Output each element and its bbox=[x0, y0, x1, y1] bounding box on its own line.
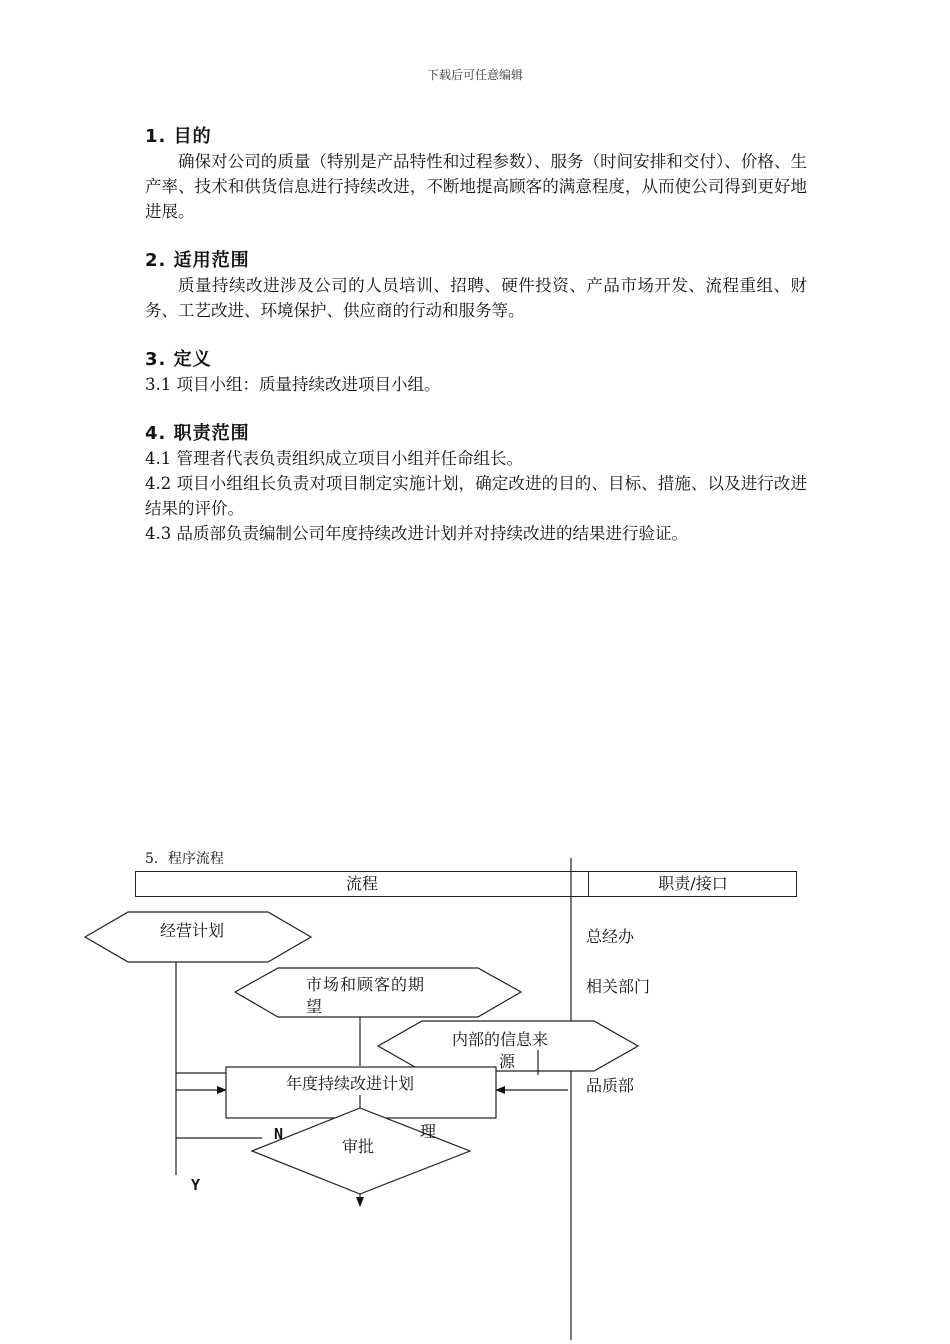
node-market-expectation-line2: 望 bbox=[306, 997, 323, 1016]
partial-hidden-text: 理 bbox=[420, 1122, 437, 1141]
node-market-expectation-line1: 市场和顾客的期 bbox=[306, 975, 426, 994]
node-approval: 审批 bbox=[342, 1137, 375, 1156]
flow-column-header: 流程 bbox=[345, 874, 378, 893]
section-2-title: 2. 适用范围 bbox=[145, 250, 250, 271]
responsibility-general-office: 总经办 bbox=[586, 927, 635, 946]
section-1-title: 1. 目的 bbox=[145, 126, 212, 147]
section-3-item-1: 3.1 项目小组：质量持续改进项目小组。 bbox=[145, 375, 441, 394]
responsibility-column-header: 职责/接口 bbox=[588, 872, 797, 896]
section-4-item-3: 4.3 品质部负责编制公司年度持续改进计划并对持续改进的结果进行验证。 bbox=[145, 524, 688, 543]
node-internal-info-line2: 源 bbox=[499, 1052, 516, 1071]
section-2-body: 质量持续改进涉及公司的人员培训、招聘、硬件投资、产品市场开发、流程重组、财务、工艺改进、环境保护、供应商的行动和服务等。 bbox=[145, 276, 807, 320]
section-5-title: 5．程序流程 bbox=[145, 851, 224, 867]
no-label: N bbox=[274, 1125, 284, 1143]
node-business-plan: 经营计划 bbox=[160, 921, 225, 940]
section-4-item-2: 4.2 项目小组组长负责对项目制定实施计划，确定改进的目的、目标、措施、以及进行改进结果的评价。 bbox=[145, 474, 807, 518]
header-note: 下载后可任意编辑 bbox=[426, 68, 523, 82]
yes-label: Y bbox=[191, 1176, 201, 1194]
responsibility-quality-department: 品质部 bbox=[586, 1076, 635, 1095]
section-4-title: 4. 职责范围 bbox=[145, 423, 250, 444]
node-annual-plan: 年度持续改进计划 bbox=[286, 1074, 415, 1093]
responsibility-related-departments: 相关部门 bbox=[586, 977, 651, 996]
section-4-item-1: 4.1 管理者代表负责组织成立项目小组并任命组长。 bbox=[145, 449, 523, 468]
section-1-body: 确保对公司的质量（特别是产品特性和过程参数）、服务（时间安排和交付）、价格、生产率、技术和供货信息进行持续改进，不断地提高顾客的满意程度，从而使公司得到更好地进展。 bbox=[145, 152, 807, 221]
node-internal-info-line1: 内部的信息来 bbox=[452, 1030, 549, 1049]
section-3-title: 3. 定义 bbox=[145, 349, 212, 370]
